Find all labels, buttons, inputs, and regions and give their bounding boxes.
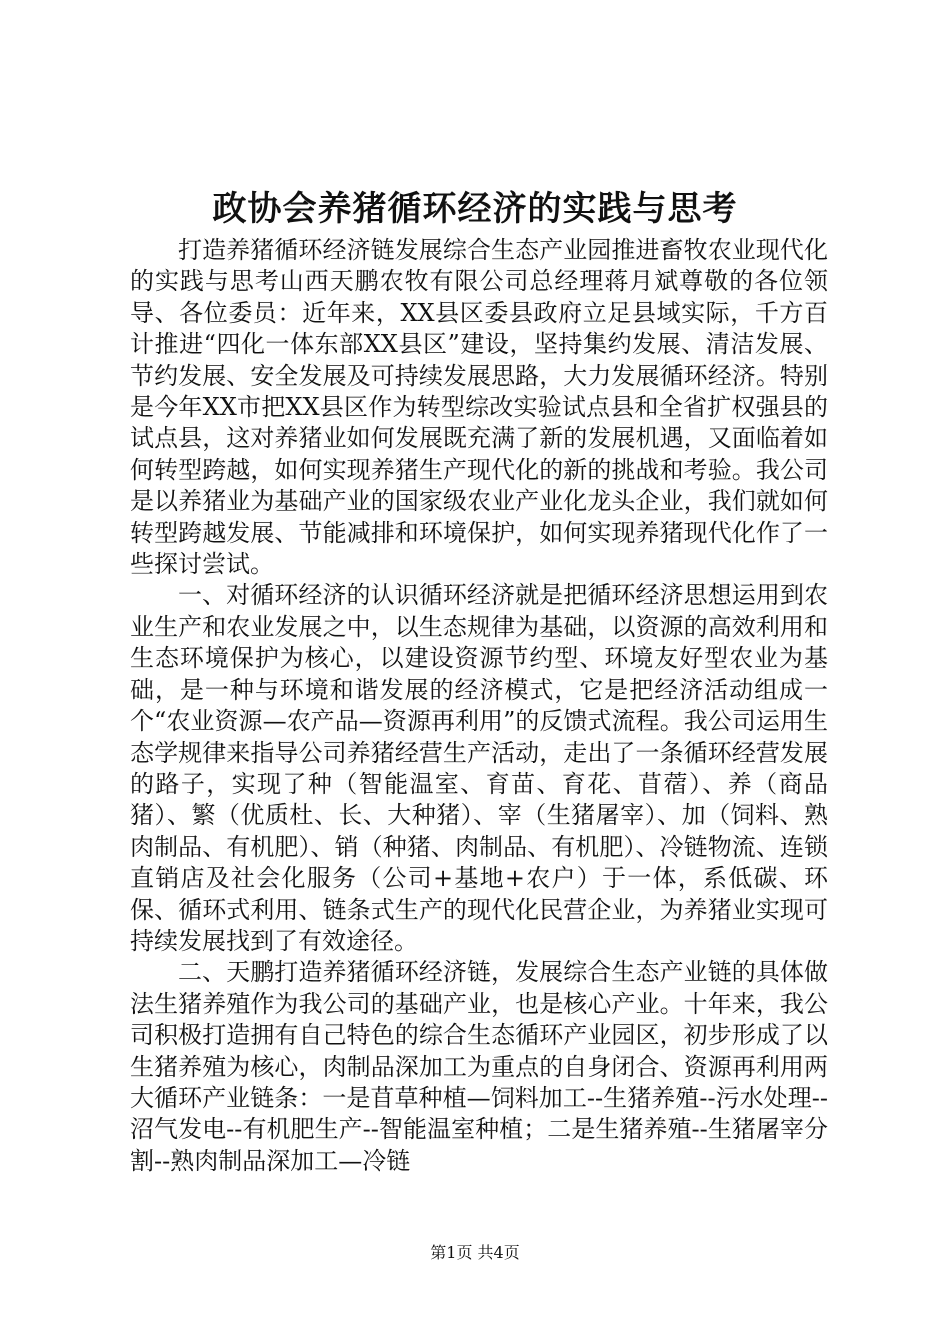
- body-paragraph: 一、对循环经济的认识循环经济就是把循环经济思想运用到农业生产和农业发展之中，以生态规律为基础，以资源的高效利用和生态环境保护为核心，以建设资源节约型、环境友好型农业为基础，是一种与环境和谐发展的经济模式，它是把经济活动组成一个“农业资源—农产品—资源再利用”的反馈式流程。我公司运用生态学规律来指导公司养猪经营生产活动，走出了一条循环经营发展的路子，实现了种（智能温室、育苗、育花、苜蓿）、养（商品猪）、繁（优质杜、长、大种猪）、宰（生猪屠宰）、加（饲料、熟肉制品、有机肥）、销（种猪、肉制品、有机肥）、冷链物流、连锁直销店及社会化服务（公司+基地+农户）于一体，系低碳、环保、循环式利用、链条式生产的现代化民营企业，为养猪业实现可持续发展找到了有效途径。: [130, 581, 828, 955]
- body-paragraph: 打造养猪循环经济链发展综合生态产业园推进畜牧农业现代化的实践与思考山西天鹏农牧有限公司总经理蒋月斌尊敬的各位领导、各位委员：近年来，XX县区委县政府立足县域实际，千方百计推进“四化一体东部XX县区”建设，坚持集约发展、清洁发展、节约发展、安全发展及可持续发展思路，大力发展循环经济。特别是今年XX市把XX县区作为转型综改实验试点县和全省扩权强县的试点县，这对养猪业如何发展既充满了新的发展机遇，又面临着如何转型跨越，如何实现养猪生产现代化的新的挑战和考验。我公司是以养猪业为基础产业的国家级农业产业化龙头企业，我们就如何转型跨越发展、节能减排和环境保护，如何实现养猪现代化作了一些探讨尝试。: [130, 236, 828, 579]
- body-paragraph: 二、天鹏打造养猪循环经济链，发展综合生态产业链的具体做法生猪养殖作为我公司的基础产业，也是核心产业。十年来，我公司积极打造拥有自己特色的综合生态循环产业园区，初步形成了以生猪养殖为核心，肉制品深加工为重点的自身闭合、资源再利用两大循环产业链条：一是苜草种植—饲料加工--生猪养殖--污水处理--沼气发电--有机肥生产--智能温室种植；二是生猪养殖--生猪屠宰分割--熟肉制品深加工—冷链: [130, 958, 828, 1175]
- document-title: 政协会养猪循环经济的实践与思考: [212, 189, 738, 229]
- page-number-footer: 第1页 共4页: [430, 1243, 520, 1262]
- document-body: [130, 235, 828, 1177]
